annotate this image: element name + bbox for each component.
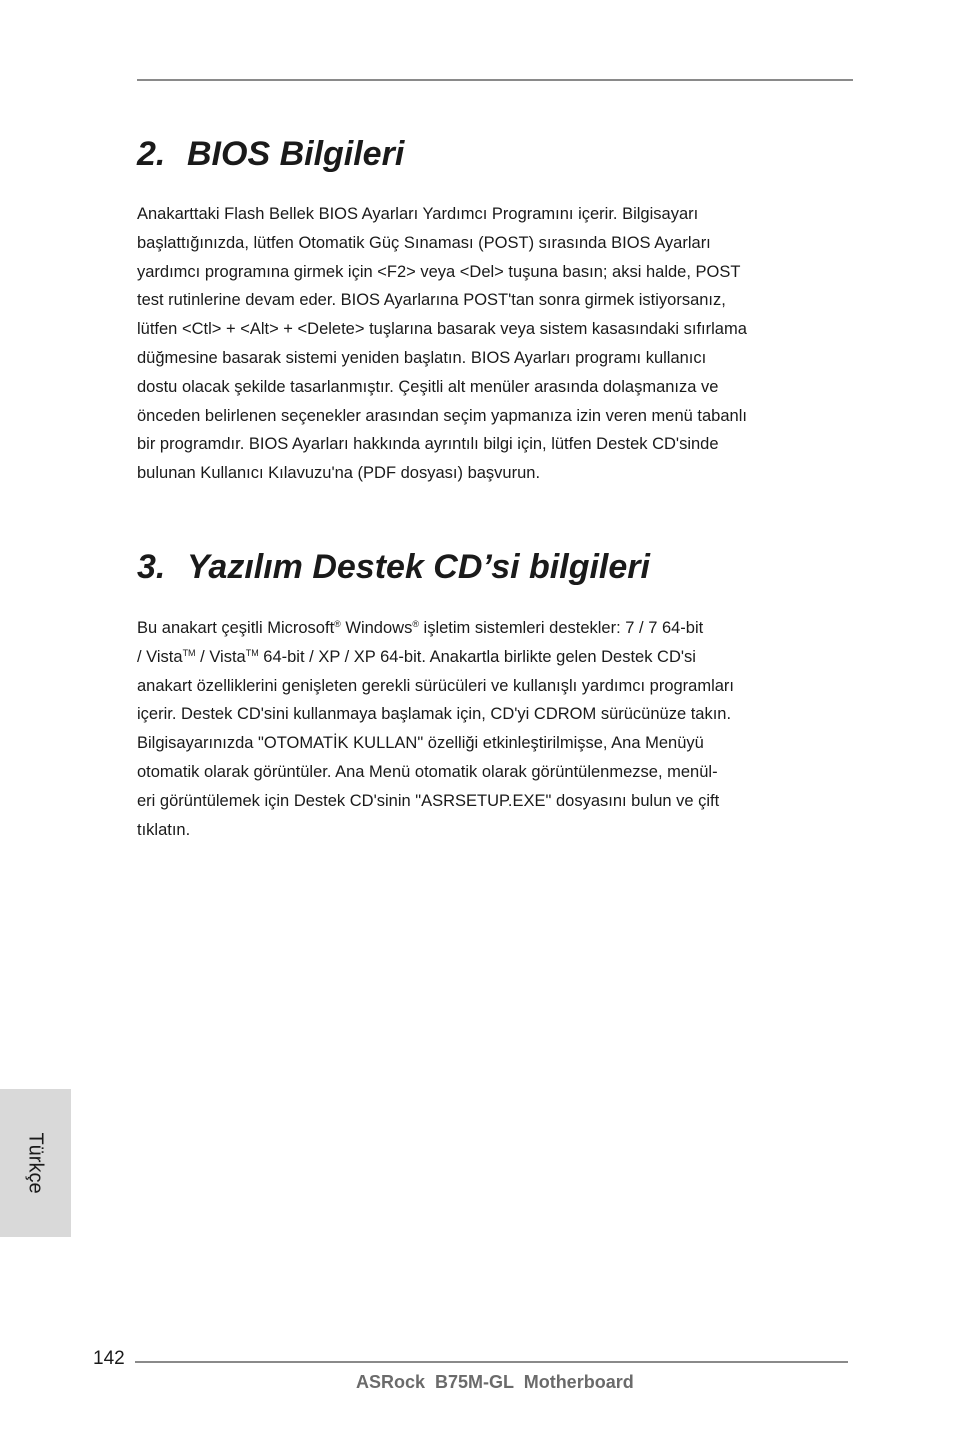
line-text: / Vista [195, 647, 246, 666]
top-divider [137, 79, 853, 81]
line-text: 64-bit / XP / XP 64-bit. Anakartla birlikte gelen Destek CD'si [258, 647, 696, 666]
paragraph-line: önceden belirlenen seçenekler arasından seçim yapmanıza izin veren menü tabanlı [137, 406, 747, 425]
line-text: Windows [340, 619, 413, 637]
section-2-heading [137, 135, 404, 174]
paragraph-line: anakart özelliklerini genişleten gerekli sürücüleri ve kullanışlı yardımcı programları [137, 676, 735, 695]
trademark-mark: TM [182, 647, 196, 658]
language-side-tab [0, 1089, 71, 1237]
paragraph-line: bir programdır. BIOS Ayarları hakkında ayrıntılı bilgi için, lütfen Destek CD'sinde [137, 435, 719, 454]
footer-title: ASRock B75M-GL Motherboard [356, 1372, 634, 1392]
section-3-title: Yazılım Destek CD’si bilgileri [187, 548, 650, 586]
paragraph-line [137, 614, 857, 643]
section-2-paragraph [137, 200, 857, 488]
registered-mark: ® [334, 619, 341, 629]
footer-divider [135, 1361, 848, 1363]
language-label: Türkçe [24, 1132, 47, 1194]
paragraph-line: otomatik olarak görüntüler. Ana Menü otomatik olarak görüntülenmezse, menül- [137, 762, 718, 781]
paragraph-line: başlattığınızda, lütfen Otomatik Güç Sınaması (POST) sırasında BIOS Ayarları [137, 233, 711, 252]
section-2-number: 2. [137, 135, 166, 173]
paragraph-line: Bilgisayarınızda "OTOMATİK KULLAN" özelliği etkinleştirilmişse, Ana Menüyü [137, 734, 704, 753]
paragraph-line: içerir. Destek CD'sini kullanmaya başlamak için, CD'yi CDROM sürücünüze takın. [137, 705, 732, 724]
paragraph-line: test rutinlerine devam eder. BIOS Ayarlarına POST'tan sonra girmek istiyorsanız, [137, 291, 726, 310]
section-3-number: 3. [137, 548, 166, 586]
page-number: 142 [93, 1348, 125, 1369]
section-3-paragraph [137, 614, 857, 844]
paragraph-line: lütfen <Ctl> + <Alt> + <Delete> tuşlarına basarak veya sistem kasasındaki sıfırlama [137, 320, 747, 339]
line-text: Bu anakart çeşitli Microsoft [137, 619, 335, 637]
trademark-mark: TM [245, 647, 259, 658]
line-text: / Vista [137, 647, 183, 666]
paragraph-line: tıklatın. [137, 820, 191, 839]
section-2-title: BIOS Bilgileri [187, 135, 405, 173]
paragraph-line: Anakarttaki Flash Bellek BIOS Ayarları Yardımcı Programını içerir. Bilgisayarı [137, 205, 699, 223]
paragraph-line [137, 643, 857, 672]
paragraph-line: bulunan Kullanıcı Kılavuzu'na (PDF dosyası) başvurun. [137, 464, 541, 483]
paragraph-line: dostu olacak şekilde tasarlanmıştır. Çeşitli alt menüler arasında dolaşmanıza ve [137, 377, 719, 396]
section-3-heading [137, 548, 650, 587]
line-text: işletim sistemleri destekler: 7 / 7 64-bit [418, 619, 704, 637]
paragraph-line: düğmesine basarak sistemi yeniden başlatın. BIOS Ayarları programı kullanıcı [137, 348, 707, 367]
registered-mark: ® [412, 619, 419, 629]
paragraph-line: eri görüntülemek için Destek CD'sinin "ASRSETUP.EXE" dosyasını bulun ve çift [137, 791, 720, 810]
paragraph-line: yardımcı programına girmek için <F2> veya <Del> tuşuna basın; aksi halde, POST [137, 262, 741, 281]
